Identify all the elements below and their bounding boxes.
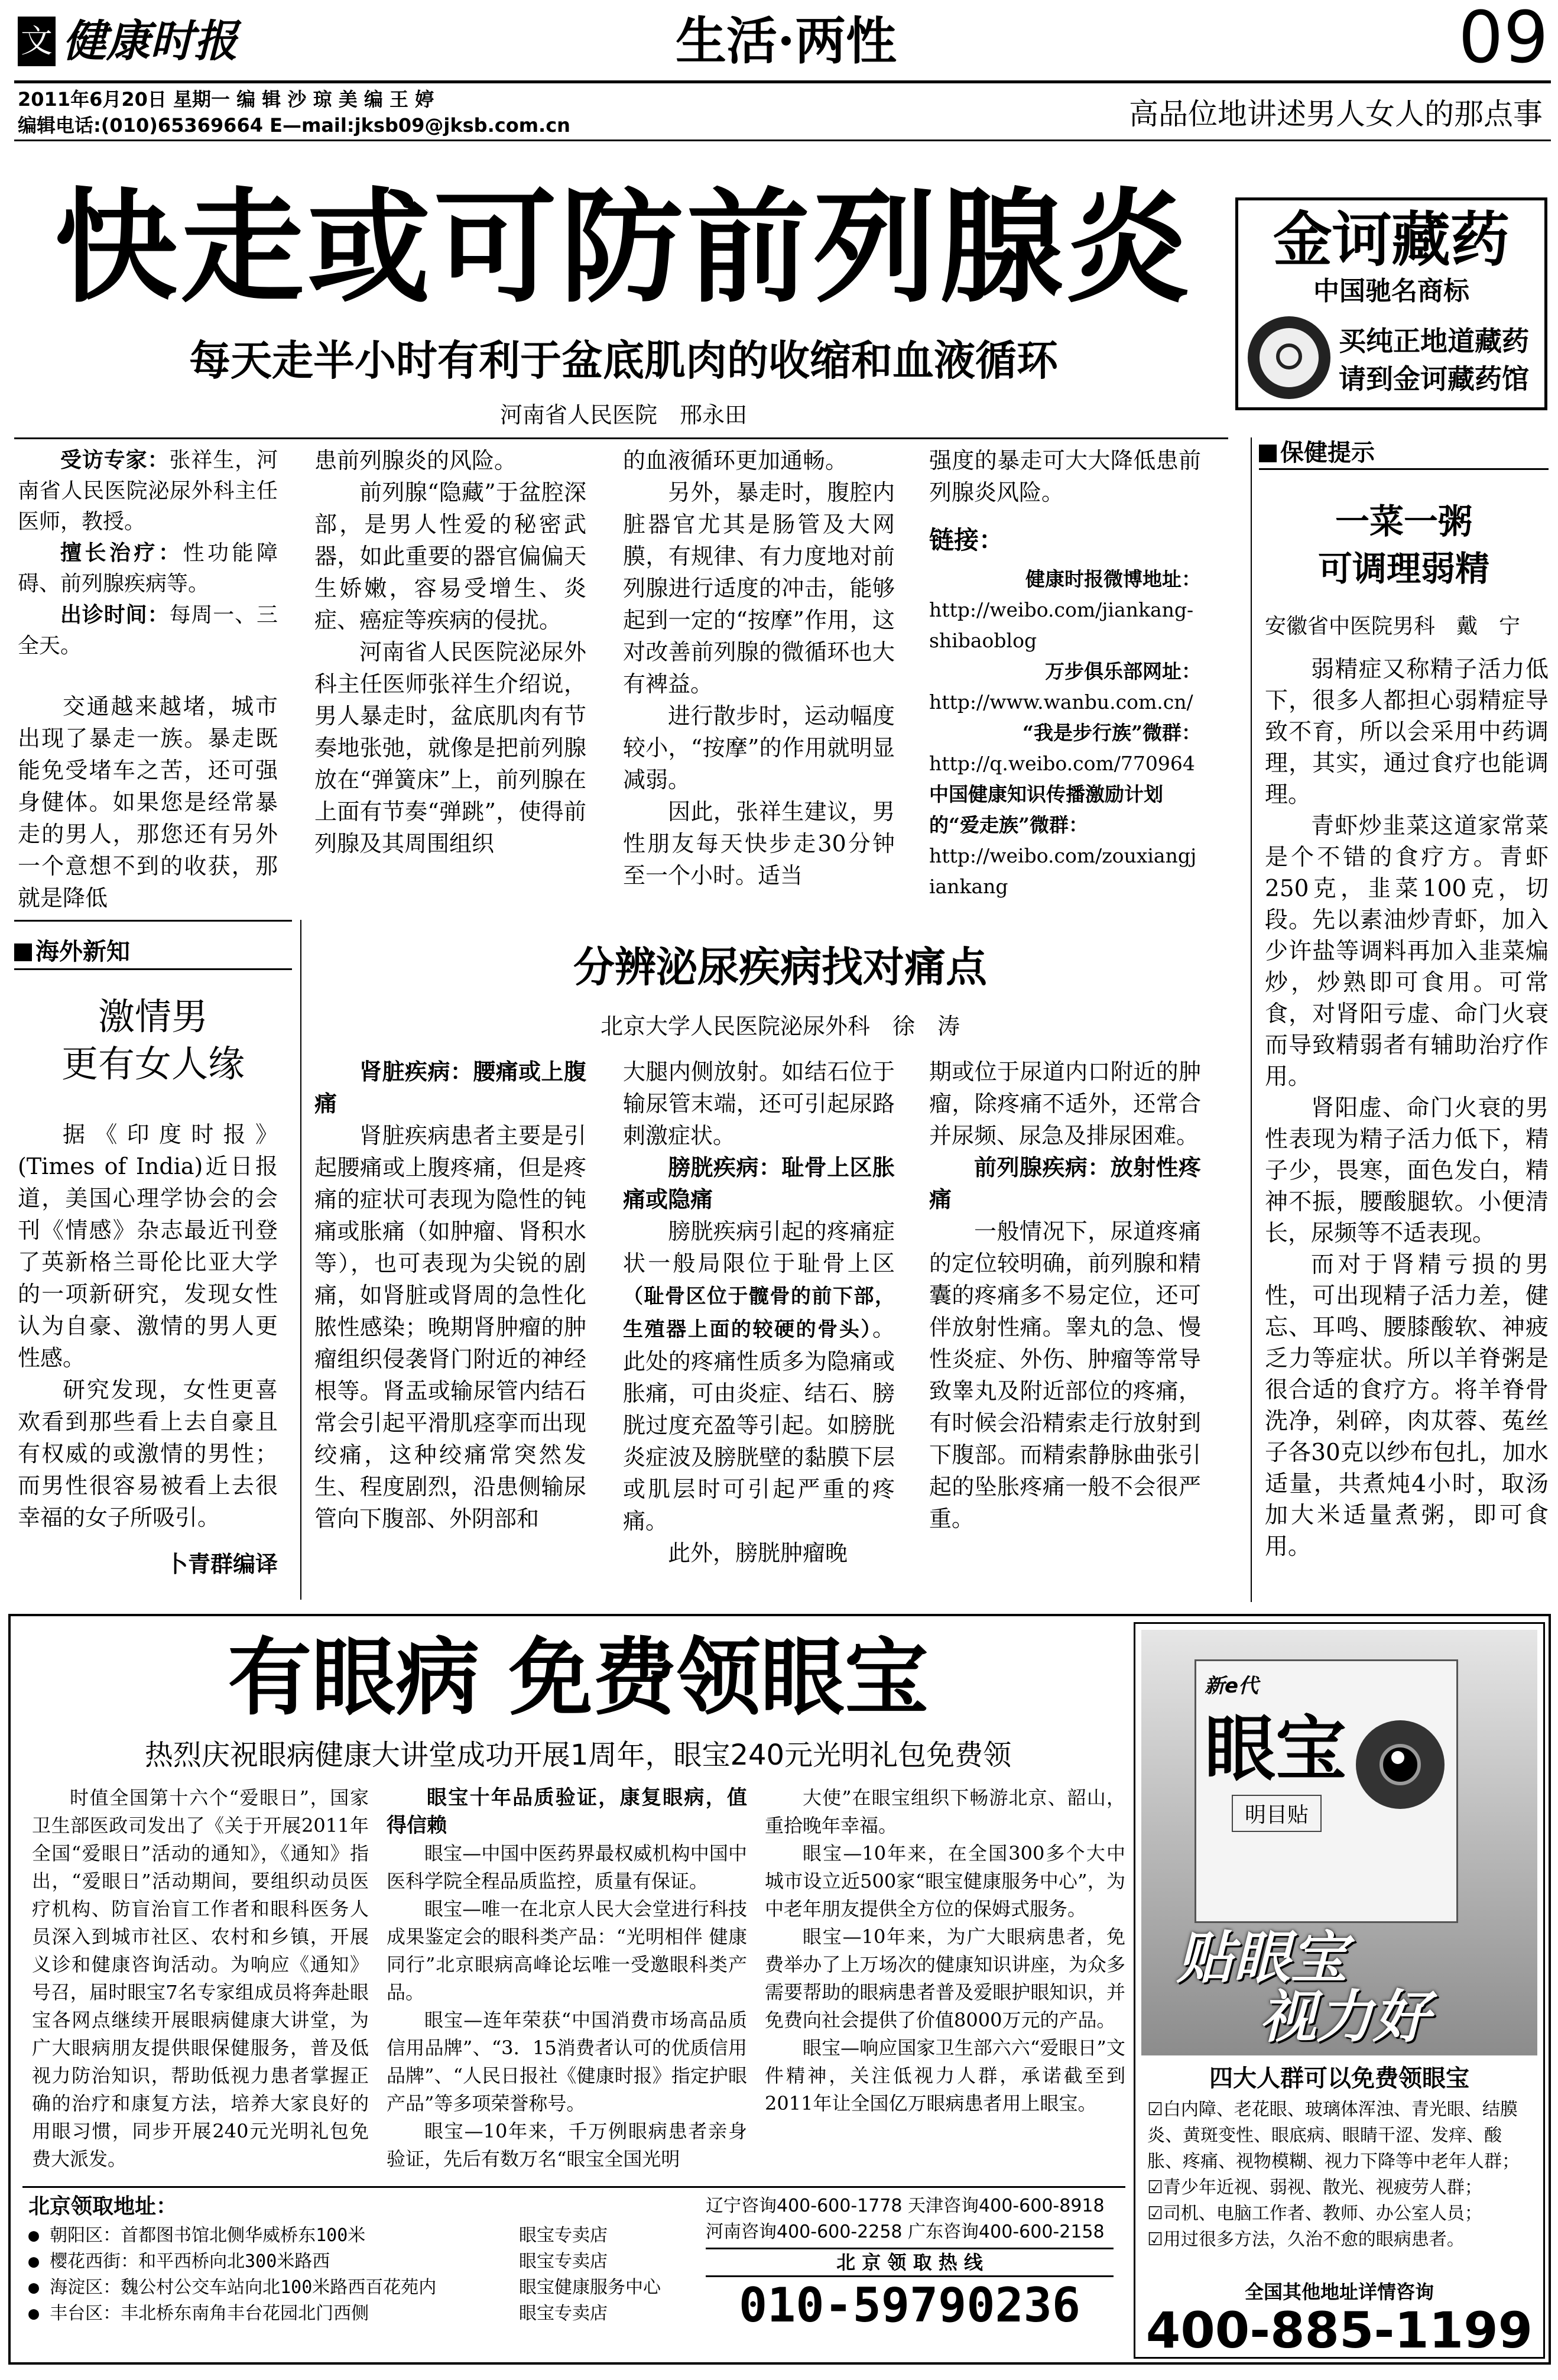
overseas-top-rule xyxy=(14,920,292,922)
group-item: ☑白内障、老花眼、玻璃体浑浊、青光眼、结膜炎、黄斑变性、眼底病、眼睛干涩、发痒、酸胀、疼痛、视物模糊、视力下降等中老年人群； xyxy=(1147,2099,1520,2172)
health-tips-label: 保健提示 xyxy=(1259,437,1543,468)
weibo-link[interactable]: http://weibo.com/jiankang-shibaoblog xyxy=(929,598,1194,652)
main-subheadline: 每天走半小时有利于盆底肌肉的收缩和血液循环 xyxy=(189,336,1058,385)
overseas-body: 据《印度时报》(Times of India)近日报道，美国心理学协会的会刊《情感》杂志最近刊登了英新格兰哥伦比亚大学的一项新研究，发现女性认为自豪、激情的男人更性感。 研究发现，女性更喜欢看到那些看上去自豪且有权威的或激情的男性；而男性很容易被看上去很幸福的女子所吸引。 xyxy=(18,1121,278,1531)
main-col-3: 的血液循环更加通畅。 另外，暴走时，腹腔内脏器官尤其是肠管及大网膜，有规律、有力度地对前列腺进行适度的冲击，能够起到一定的“按摩”作用，这对改善前列腺的微循环也大有裨益。 进行散步时，运动幅度较小，“按摩”的作用就明显减弱。 因此，张祥生建议，男性朋友每天快步走30分钟至一个小时。适当 xyxy=(623,448,895,889)
address-row: ● 丰台区：丰北桥东南角丰台花园北门西侧 眼宝专卖店 xyxy=(28,2303,608,2324)
product-box xyxy=(1195,1659,1458,1923)
jinhe-subtitle: 中国驰名商标 xyxy=(1313,276,1469,306)
right-column-divider xyxy=(1251,437,1252,1602)
expert-hours: 出诊时间：每周一、三全天。 xyxy=(18,602,278,658)
health-tips-rule xyxy=(1259,468,1549,470)
date-line: 2011年6月20日 星期一 编 辑 沙 琼 美 编 王 婷 xyxy=(18,88,434,111)
health-tips-title-1: 一菜一粥 xyxy=(1335,501,1472,542)
wanbu-link[interactable]: http://www.wanbu.com.cn/ xyxy=(929,690,1193,714)
product-panel xyxy=(1134,1622,1545,2359)
links-list xyxy=(929,564,1201,902)
address-row: ● 樱花西街：和平西桥向北300米路西 眼宝专卖店 xyxy=(28,2251,608,2272)
yanbao-subheadline: 热烈庆祝眼病健康大讲堂成功开展1周年，眼宝240元光明礼包免费领 xyxy=(144,1739,1012,1772)
link-item: 健康时报微博地址： xyxy=(1025,568,1201,591)
section-square-icon xyxy=(1259,445,1277,462)
slogan-line-2: 视力好 xyxy=(1260,1984,1430,2050)
newspaper-logo xyxy=(18,12,254,71)
urology-headline: 分辨泌尿疾病找对痛点 xyxy=(573,942,987,991)
urology-col-1: 肾脏疾病：腰痛或上腹痛 肾脏疾病患者主要是引起腰痛或上腹疼痛，但是疼痛的症状可表现为隐性的钝痛或胀痛（如肿瘤、肾积水等），也可表现为尖锐的剧痛，如肾脏或肾周的急性化脓性感染；晚期肾肿瘤的肿瘤组织侵袭肾门附近的神经根等。肾盂或输尿管内结石常会引起平滑肌痉挛而出现绞痛，这种绞痛常突然发生、程度剧烈，沿患侧输尿管向下腹部、外阴部和 xyxy=(314,1058,586,1532)
section-title: 生活·两性 xyxy=(676,11,897,71)
section-square-icon xyxy=(14,943,32,961)
health-tips-body: 弱精症又称精子活力低下，很多人都担心弱精症导致不育，所以会采用中药调理，其实，通过食疗也能调理。 青虾炒韭菜这道家常菜是个不错的食疗方。青虾250克，韭菜100克，切段。先以素油炒青虾，加入少许盐等调料再加入韭菜煸炒，炒熟即可食用。可常食，对肾阳亏虚、命门火衰而导致精弱者有辅助治疗作用。 肾阳虚、命门火衰的男性表现为精子活力低下，精子少，畏寒，面色发白，精神不振，腰酸腿软。小便清长，尿频等不适表现。 而对于肾精亏损的男性，可出现精子活力差，健忘、耳鸣、腰膝酸软、神疲乏力等症状。所以羊脊粥是很合适的食疗方。将羊脊骨洗净，剁碎，肉苁蓉、菟丝子各30克以纱布包扎，加水适量，共煮炖4小时，取汤加大米适量煮粥，即可食用。 xyxy=(1265,656,1549,1560)
address-row: ● 朝阳区：首都图书馆北侧华威桥东100米 眼宝专卖店 xyxy=(28,2225,608,2246)
slogan-line-1: 贴眼宝 xyxy=(1177,1925,1347,1991)
masthead-rule xyxy=(14,80,1551,83)
beijing-hotline-label: 北 京 领 取 热 线 xyxy=(706,2248,1114,2277)
address-row: ● 海淀区：魏公村公交车站向北100米路西百花苑内 眼宝健康服务中心 xyxy=(28,2277,661,2298)
overseas-title-2: 更有女人缘 xyxy=(61,1042,245,1085)
beijing-hotline[interactable]: 010-59790236 xyxy=(739,2278,1080,2333)
regional-hotlines xyxy=(706,2193,1119,2245)
main-col-4: 强度的暴走可大大降低患前列腺炎风险。 xyxy=(929,448,1201,505)
q-weibo-link[interactable]: http://q.weibo.com/770964 xyxy=(929,752,1195,775)
main-headline: 快走或可防前列腺炎 xyxy=(54,177,1193,320)
overseas-title-1: 激情男 xyxy=(98,995,208,1038)
yanbao-ad xyxy=(8,1614,1551,2365)
jinhe-brand: 金诃藏药 xyxy=(1273,205,1510,274)
phone-line: 编辑电话:(010)65369664 E—mail:jksb09@jksb.com.cn xyxy=(18,114,570,137)
urology-col-2: 大腿内侧放射。如结石位于输尿管末端，还可引起尿路刺激症状。 膀胱疾病：耻骨上区胀痛或隐痛 膀胱疾病引起的疼痛症状一般局限位于耻骨上区（耻骨区位于髋骨的前下部，生殖器上面的较硬的骨头）。此处的疼痛性质多为隐痛或胀痛，可由炎症、结石、膀胱过度充盈等引起。如膀胱炎症波及膀胱壁的黏膜下层或肌层时可引起严重的疼痛。 此外，膀胱肿瘤晚 xyxy=(623,1059,895,1566)
yanbao-col-2: 眼宝十年品质验证，康复眼病，值得信赖 眼宝—中国中医药界最权威机构中国中医科学院全程品质监控，质量有保证。 眼宝—唯一在北京人民大会堂进行科技成果鉴定会的眼科类产品：“光明相伴 健康同行”北京眼病高峰论坛唯一受邀眼科类产品。 眼宝—连年荣获“中国消费市场高品质信用品牌”、“3．15消费者认可的优质信用品牌”、“人民日报社《健康时报》指定护眼产品”等多项荣誉称号。 眼宝—10年来，千万例眼病患者亲身验证，先后有数万名“眼宝全国光明 xyxy=(387,1786,747,2170)
masthead-bottom-rule xyxy=(14,140,1551,141)
page-number: 09 xyxy=(1458,0,1549,79)
expert-name: 受访专家：张祥生，河南省人民医院泌尿外科主任医师，教授。 xyxy=(18,448,278,534)
page-slogan: 高品位地讲述男人女人的那点事 xyxy=(1129,97,1543,131)
zouxiang-link[interactable]: http://weibo.com/zouxiangjiankang xyxy=(929,844,1197,898)
main-col-1: 交通越来越堵，城市出现了暴走一族。暴走既能免受堵车之苦，还可强身健体。如果您是经常暴走的男人，那您还有另外一个意想不到的收获，那就是降低 xyxy=(18,693,278,911)
group-item: ☑青少年近视、弱视、散光、视疲劳人群； xyxy=(1147,2177,1482,2198)
urology-col-3: 期或位于尿道内口附近的肿瘤，除疼痛不适外，还常合并尿频、尿急及排尿困难。 前列腺疾病：放射性疼痛 一般情况下，尿道疼痛的定位较明确，前列腺和精囊的疼痛多不易定位，还可伴放射性痛。睾丸的急、慢性炎症、外伤、肿瘤等常导致睾丸及附近部位的疼痛，有时候会沿精索走行放射到下腹部。而精索静脉曲张引起的坠胀疼痛一般不会很严重。 xyxy=(929,1059,1201,1532)
yanbao-col-3: 大使”在眼宝组织下畅游北京、韶山，重拾晚年幸福。 眼宝—10年来，在全国300多个大中城市设立近500家“眼宝健康服务中心”，为中老年朋友提供全方位的保姆式服务。 眼宝—10年来，为广大眼病患者，免费举办了上万场次的健康知识讲座，为众多需要帮助的眼病患者普及爱眼护眼知识，并免费向社会提供了价值8000万元的产品。 眼宝—响应国家卫生部六六“爱眼日”文件精神，关注低视力人群，承诺截至到2011年让全国亿万眼病患者用上眼宝。 xyxy=(765,1786,1125,2115)
masthead xyxy=(0,0,1558,142)
jinhe-ad xyxy=(1235,197,1547,410)
link-item: “我是步行族”微群： xyxy=(1023,721,1201,744)
urology-byline: 北京大学人民医院泌尿外科 徐 涛 xyxy=(600,1013,960,1039)
links-title: 链接： xyxy=(929,526,1004,555)
overseas-label: 海外新知 xyxy=(14,936,292,967)
group-item: ☑司机、电脑工作者、教师、办公室人员； xyxy=(1147,2203,1482,2224)
checkbox-icon: ☑ xyxy=(1147,2177,1163,2198)
expert-info xyxy=(18,445,278,662)
link-item: 万步俱乐部网址： xyxy=(1045,660,1201,683)
address-list xyxy=(28,2223,708,2327)
yanbao-headline: 有眼病 免费领眼宝 xyxy=(228,1629,929,1727)
jinhe-line1: 买纯正地道藏药 xyxy=(1339,325,1529,357)
yanbao-col-1: 时值全国第十六个“爱眼日”，国家卫生部医政司发出了《关于开展2011年全国“爱眼日”活动的通知》，《通知》指出，“爱眼日”活动期间，要组织动员医疗机构、防盲治盲工作者和眼科医务人员深入到城市社区、农村和乡镇，开展义诊和健康咨询活动。为响应《通知》号召，届时眼宝7名专家组成员将奔赴眼宝各网点继续开展眼病健康大讲堂，为广大眼病朋友提供眼保健服务，普及低视力防治知识，帮助低视力患者掌握正确的治疗和康复方法，培养大家良好的用眼习惯，同步开展240元光明礼包免费大派发。 xyxy=(32,1786,369,2170)
groups-list xyxy=(1147,2097,1531,2253)
health-tips-byline: 安徽省中医院男科 戴 宁 xyxy=(1265,614,1521,638)
main-byline: 河南省人民医院 邢永田 xyxy=(499,402,747,428)
checkbox-icon: ☑ xyxy=(1147,2229,1163,2250)
left-column-divider xyxy=(300,920,301,1600)
main-col-2: 患前列腺炎的风险。 前列腺“隐藏”于盆腔深部，是男人性爱的秘密武器，如此重要的器官偏偏天生娇嫩，容易受增生、炎症、癌症等疾病的侵扰。 河南省人民医院泌尿外科主任医师张祥生介绍说，男人暴走时，盆底肌肉有节奏地张弛，就像是把前列腺放在“弹簧床”上，前列腺在上面有节奏“弹跳”，使得前列腺及其周围组织 xyxy=(314,448,586,857)
address-rule xyxy=(22,2186,1125,2188)
logo-text: 健康时报 xyxy=(63,16,238,67)
product-sub: 明目贴 xyxy=(1232,1795,1322,1832)
overseas-label-rule xyxy=(14,968,292,970)
jinhe-line2: 请到金诃藏药馆 xyxy=(1339,363,1529,395)
logo-mark-icon: 文 xyxy=(18,17,56,66)
national-phone[interactable]: 400-885-1199 xyxy=(1145,2301,1533,2359)
product-brand: 新e代 xyxy=(1205,1674,1259,1698)
link-item: 中国健康知识传播激励计划的“爱走族”微群： xyxy=(929,783,1163,836)
checkbox-icon: ☑ xyxy=(1147,2099,1163,2120)
hotline-row[interactable]: 辽宁咨询400-600-1778 天津咨询400-600-8918 xyxy=(706,2196,1105,2216)
product-name: 眼宝 xyxy=(1205,1708,1346,1791)
product-image xyxy=(1141,1630,1537,2055)
checkbox-icon: ☑ xyxy=(1147,2203,1163,2224)
health-tips-title-2: 可调理弱精 xyxy=(1317,549,1489,589)
groups-title: 四大人群可以免费领眼宝 xyxy=(1209,2065,1469,2092)
beijing-title: 北京领取地址： xyxy=(28,2194,178,2219)
eye-icon xyxy=(1356,1720,1445,1809)
hotline-row[interactable]: 河南咨询400-600-2258 广东咨询400-600-2158 xyxy=(706,2222,1105,2242)
article-top-rule xyxy=(14,437,1228,439)
national-label: 全国其他地址详情咨询 xyxy=(1244,2281,1434,2303)
overseas-credit: 卜青群编译 xyxy=(165,1551,278,1577)
expert-specialty: 擅长治疗：性功能障碍、前列腺疾病等。 xyxy=(18,540,278,596)
jinhe-seal-icon xyxy=(1248,316,1330,399)
group-item: ☑用过很多方法，久治不愈的眼病患者。 xyxy=(1147,2229,1465,2250)
